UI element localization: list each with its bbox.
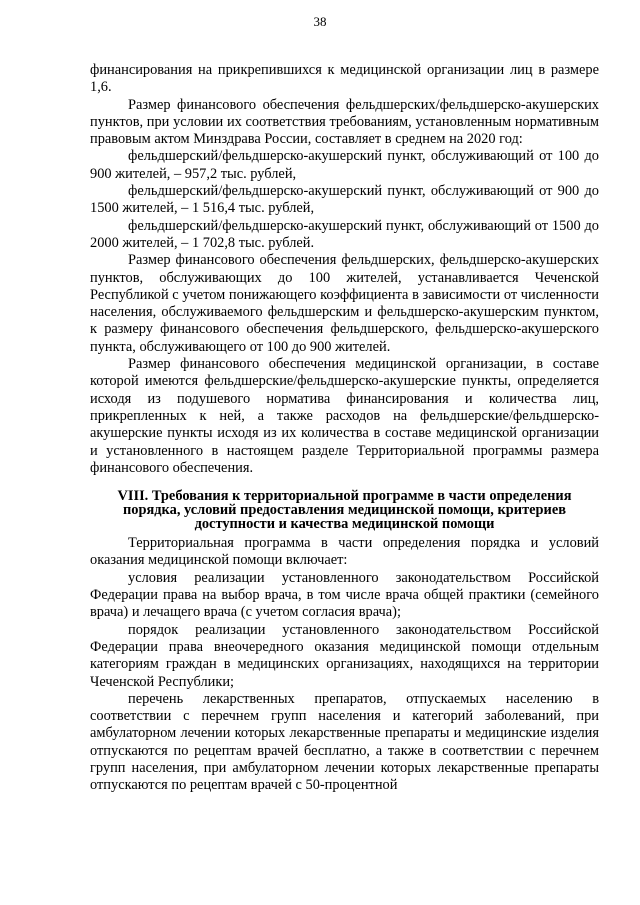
paragraph-choice-of-doctor: условия реализации установленного законодательством Российской Федерации права на выбор врача, в том числе врача общей практики (семейного врача) и лечащего врача (с учетом согласия врача);: [90, 569, 599, 621]
paragraph-drug-list: перечень лекарственных препаратов, отпускаемых населению в соответствии с перечнем групп населения и категорий заболеваний, при амбулаторном лечении которых лекарственные препараты и медицинские изделия отпускаются по рецептам врачей бесплатно, а также в соответствии с перечнем групп населения, при амбулаторном лечении которых лекарственные препараты отпускаются по рецептам врачей с 50-процентной: [90, 690, 599, 794]
paragraph-fap-1500-2000: фельдшерский/фельдшерско-акушерский пункт, обслуживающий от 1500 до 2000 жителей, – 1 702,8 тыс. рублей.: [90, 217, 599, 251]
paragraph-fap-financing-size: Размер финансового обеспечения фельдшерских/фельдшерско-акушерских пунктов, при условии их соответствия требованиям, установленным нормативным правовым актом Минздрава России, составляет в среднем на 2020 год:: [90, 96, 599, 148]
paragraph-financing-continuation: финансирования на прикрепившихся к медицинской организации лиц в размере 1,6.: [90, 62, 599, 96]
paragraph-fap-100-900: фельдшерский/фельдшерско-акушерский пункт, обслуживающий от 100 до 900 жителей, – 957,2 тыс. рублей,: [90, 148, 599, 182]
paragraph-priority-care: порядок реализации установленного законодательством Российской Федерации права внеочередного оказания медицинской помощи отдельным категориям граждан в медицинских организациях, находящихся на территории Чеченской Республики;: [90, 621, 599, 690]
paragraph-fap-under-100: Размер финансового обеспечения фельдшерских, фельдшерско-акушерских пунктов, обслуживающих до 100 жителей, устанавливается Чеченской Республикой с учетом понижающего коэффициента в зависимости от численности населения, обслуживаемого фельдшерским и фельдшерско-акушерским пунктом, к размеру финансового обеспечения фельдшерского, фельдшерско-акушерского пункта, обслуживающего от 100 до 900 жителей.: [90, 252, 599, 355]
paragraph-medical-organization-financing: Размер финансового обеспечения медицинской организации, в составе которой имеются фельдшерские/фельдшерско-акушерские пункты, определяется исходя из подушевого норматива финансирования и количества лиц, прикрепленных к ней, а также расходов на фельдшерские/фельдшерско-акушерские пункты исходя из их количества в составе медицинской организации и установленного в настоящем разделе Территориальной программы размера финансового обеспечения.: [90, 356, 599, 476]
paragraph-fap-900-1500: фельдшерский/фельдшерско-акушерский пункт, обслуживающий от 900 до 1500 жителей, – 1 516,4 тыс. рублей,: [90, 183, 599, 217]
page-number: 38: [313, 14, 327, 29]
body-text: [90, 62, 599, 795]
section-heading: VIII. Требования к территориальной программе в части определения порядка, условий предоставления медицинской помощи, критериев доступности и качества медицинской помощи: [117, 488, 572, 533]
paragraph-program-includes: Территориальная программа в части определения порядка и условий оказания медицинской помощи включает:: [90, 535, 599, 569]
